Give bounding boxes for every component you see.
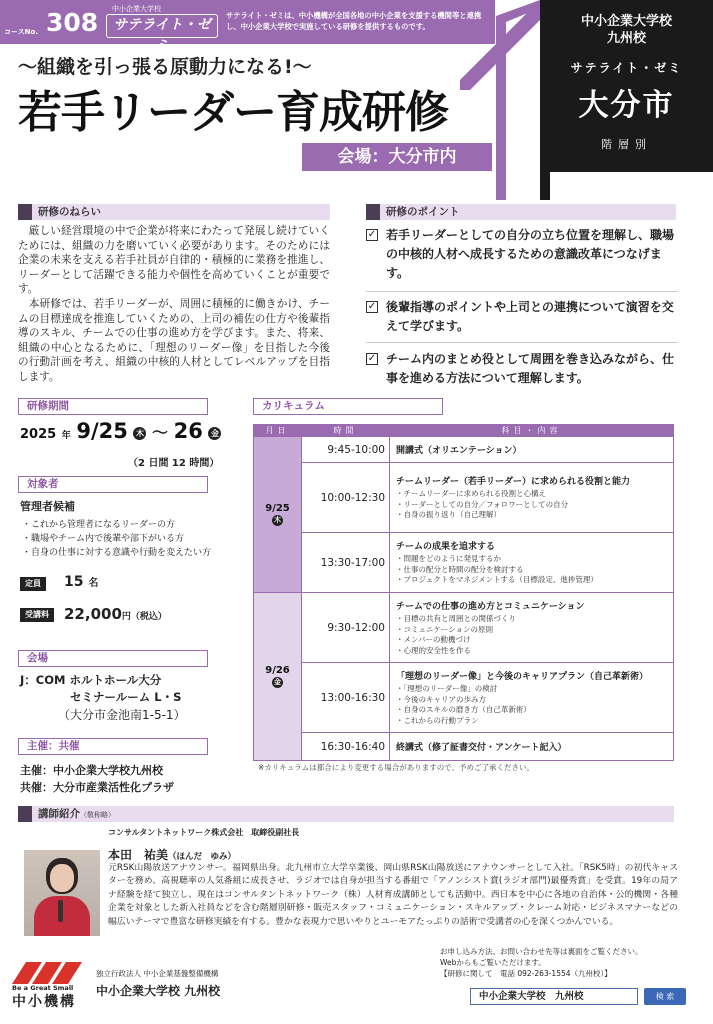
venue-name-line1: J：COM ホルトホール大分	[20, 673, 162, 687]
topic-item: ・ 目標の共有と周囲との関係づくり	[396, 614, 667, 625]
target-item	[22, 532, 184, 546]
target-heading: 対象者	[18, 476, 208, 493]
topic-title: チームリーダー（若手リーダー）に求められる役割と能力	[396, 477, 631, 488]
footer-logo-text: 中小機構	[12, 994, 76, 1010]
lecturer-bio: 元RSK山陽放送アナウンサー。福岡県出身。北九州市立大学卒業後、岡山県RSK山陽放送にアナウンサーとして入社。「RSK5時」の初代キャスターを務め、高視聴率の人気番組に成長させ、ラジオでは自身が担当する番組で「アノンシスト賞(ラジオ部門)最優秀賞」を受賞。19年の局アナ経験を経て独立し、現在はコンサルタントネットワーク（株）人材育成講師としても活動中。西日本を中心に各地の自治体・公的機関・各種企業を対象とした新入社員などを含む階層別研修・販売スタッフ・コミュニケーション・スキルアップ・クレーム対応・ビジネスマナーなどの幅広いテーマで豊富な研修実績を有する。豊かな表現力で思いやりとユーモアたっぷりの話術で受講者の心を深くつかんでいる。	[108, 863, 678, 927]
curriculum-table	[253, 424, 674, 761]
aim-paragraph: 厳しい経営環境の中で企業が将来にわたって発展し続けていくためには、組織の力を磨いていく必要があります。そのためには企業の未来を支える若手社員が自律的・積極的に業務を推進し、リーダーとして活躍できる能力や個性を高めていくことが重要です。 本研修では、若手リーダーが、周囲に積極的に働きかけ、チームの目標達成を推進していくための、上司の補佐の仕方や後輩指導のスキル、チームでの仕事の進め方を学びます。また、将来、組織の中心となるために、「理想のリーダー像」を目指した今後の行動計画を考え、組織の中核的人材としてレベルアップを目指します。	[18, 225, 330, 383]
search-button[interactable]: 検 索	[644, 988, 686, 1005]
topic-item: ・ 問題をどのように発見するか	[396, 554, 667, 565]
side-school-branch: 九州校	[606, 31, 646, 46]
topic-item: ・ メンバーの動機づけ	[396, 635, 667, 646]
fee-unit: 円（税込）	[121, 612, 167, 622]
period-heading: 研修期間	[18, 398, 208, 415]
topic-title: チームでの仕事の進め方とコミュニケーション	[396, 602, 585, 612]
fee-number: 22,000	[64, 605, 122, 623]
target-item	[22, 546, 211, 560]
venue-name-line2: セミナールーム L・S	[70, 690, 182, 704]
points-heading: 研修のポイント	[366, 204, 676, 220]
point-item	[366, 298, 678, 336]
day1-dow: 木	[274, 516, 281, 524]
period-end-dow: 金	[208, 427, 221, 440]
topic-title: チームの成果を追求する	[396, 542, 496, 553]
course-number: 308	[46, 8, 99, 37]
period-sep: 〜	[152, 423, 169, 442]
capacity-number: 15	[64, 574, 84, 590]
topic-item: ・ 仕事の配分と時間の配分を検討する	[396, 565, 667, 576]
time-cell: 16:30-16:40	[302, 733, 390, 761]
time-cell: 13:00-16:30	[302, 663, 390, 733]
topic-title: 「理想のリーダー像」と今後のキャリアプラン（自己革新術）	[396, 672, 649, 682]
check-icon: ✓	[367, 353, 377, 364]
topic-item: ・ これからの行動プラン	[396, 716, 667, 727]
aim-heading: 研修のねらい	[18, 204, 330, 220]
topic-item: ・ 「理想のリーダー像」の検討	[396, 684, 667, 695]
topic-cell	[390, 663, 674, 733]
day2-dow: 金	[274, 678, 281, 686]
topic-cell	[390, 437, 674, 463]
point-text: 後輩指導のポイントや上司との連携について演習を交えて学びます。	[386, 300, 674, 333]
topic-cell	[390, 533, 674, 593]
point-text: チーム内のまとめ役として周囲を巻き込みながら、仕事を進める方法について理解します。	[386, 352, 675, 385]
target-item	[22, 518, 175, 532]
topic-item: ・ 心理的安全性を作る	[396, 646, 667, 657]
check-icon: ✓	[367, 301, 377, 312]
topic-cell	[390, 463, 674, 533]
capacity-value	[64, 574, 98, 590]
period-start: 9/25	[76, 419, 128, 443]
topic-item: ・ 自身の振り返り（自己理解）	[396, 510, 667, 521]
footer-org-line2: 中小企業大学校 九州校	[96, 984, 221, 998]
point-item	[366, 226, 678, 283]
table-row	[254, 463, 674, 533]
footer-info-line3: 【研修に関して 電話 092-263-1554（九州校）】	[440, 969, 612, 978]
topic-title: 終講式（修了証書交付・アンケート記入）	[396, 743, 567, 753]
capacity-label: 定員	[20, 577, 46, 591]
footer-info-line2: Webからもご覧いただけます。	[440, 958, 546, 967]
topic-item: ・ 今後のキャリアの歩み方	[396, 695, 667, 706]
page-title: 若手リーダー育成研修	[18, 87, 448, 138]
lecturer-heading	[18, 806, 674, 822]
side-category: 階層別	[601, 138, 652, 151]
divider	[366, 291, 678, 292]
venue-badge: 会場：大分市内	[302, 143, 492, 171]
table-row	[254, 733, 674, 761]
lecturer-company: コンサルタントネットワーク株式会社 取締役副社長	[108, 828, 300, 837]
day1-date: 9/25	[265, 503, 290, 514]
aim-text	[18, 224, 330, 385]
col-date: 月日	[254, 425, 302, 437]
day2-cell	[254, 593, 302, 761]
host-main: 主催：中小企業大学校九州校	[20, 764, 163, 777]
target-item-text: ・ 職場やチーム内で後輩や部下がいる方	[22, 534, 184, 544]
side-panel	[540, 0, 713, 172]
period-dates	[20, 419, 221, 443]
side-satellite-label: サテライト・ゼミ	[570, 61, 683, 75]
point-text: 若手リーダーとしての自分の立ち位置を理解し、職場の中核的人材へ成長するための意識改革につなげます。	[386, 228, 675, 280]
time-cell: 13:30-17:00	[302, 533, 390, 593]
page-subtitle: 〜組織を引っ張る原動力になる!〜	[18, 56, 312, 78]
day1-cell	[254, 437, 302, 593]
topic-title: 開講式（オリエンテーション）	[396, 446, 522, 456]
target-item-text: ・ 自身の仕事に対する意識や行動を変えたい方	[22, 548, 211, 558]
course-label: コースNo.	[4, 28, 38, 36]
table-row	[254, 663, 674, 733]
target-main: 管理者候補	[20, 500, 75, 513]
topic-item: ・ チームリーダーに求められる役割と心構え	[396, 489, 667, 500]
venue-address: （大分市金池南1-5-1）	[58, 708, 186, 722]
period-start-dow: 木	[133, 427, 146, 440]
period-end: 26	[173, 419, 203, 443]
table-row	[254, 533, 674, 593]
fee-label: 受講料	[20, 608, 54, 622]
lecturer-name	[108, 846, 236, 863]
satellite-seminar-logo: サテライト・ゼミ	[106, 14, 218, 38]
venue-name	[20, 672, 181, 706]
footer-info	[440, 946, 643, 979]
time-cell: 9:30-12:00	[302, 593, 390, 663]
lecturer-heading-note: （敬称略）	[80, 811, 115, 819]
check-icon: ✓	[367, 229, 377, 240]
topic-item: ・ リーダーとしての自分／フォロワーとしての自分	[396, 500, 667, 511]
curriculum-heading: カリキュラム	[253, 398, 443, 415]
time-cell: 9:45-10:00	[302, 437, 390, 463]
target-item-text: ・ これから管理者になるリーダーの方	[22, 520, 175, 530]
footer-info-line1: お申し込み方法、お問い合わせ先等は裏面をご覧ください。	[440, 947, 643, 956]
col-topic: 科目・内容	[390, 425, 674, 437]
table-row	[254, 437, 674, 463]
side-school-name: 中小企業大学校	[580, 14, 672, 29]
smrj-logo-icon	[12, 962, 87, 984]
col-time: 時間	[302, 425, 390, 437]
table-header-row	[254, 425, 674, 437]
topic-cell	[390, 733, 674, 761]
lecturer-heading-text: 講師紹介	[38, 808, 80, 820]
lecturer-name-text: 本田 祐美	[108, 848, 169, 862]
footer-slogan: Be a Great Small	[12, 984, 74, 992]
period-year: 2025	[20, 427, 57, 442]
host-co: 共催：大分市産業活性化プラザ	[20, 781, 174, 794]
fee-value	[64, 605, 167, 623]
divider	[366, 342, 678, 343]
capacity-unit: 名	[88, 578, 99, 589]
period-year-unit: 年	[61, 431, 71, 441]
point-item	[366, 350, 678, 388]
venue-heading: 会場	[18, 650, 208, 667]
footer-org-line1: 独立行政法人 中小企業基盤整備機構	[96, 969, 219, 978]
header-description: サテライト・ゼミは、中小機構が全国各地の中小企業を支援する機関等と連携し、中小企業大学校で実施している研修を提供するものです。	[226, 11, 482, 31]
curriculum-note: ※カリキュラムは都合により変更する場合がありますので、予めご了承ください。	[258, 763, 535, 772]
period-duration: （2 日間 12 時間）	[128, 458, 220, 469]
lecturer-photo	[24, 850, 100, 936]
lecturer-reading: （ほんだ ゆみ）	[168, 852, 237, 862]
topic-cell	[390, 593, 674, 663]
topic-item: ・ 自身のスキルの磨き方（自己革新術）	[396, 705, 667, 716]
side-city: 大分市	[578, 88, 675, 123]
topic-item: ・ コミュニケーションの原則	[396, 625, 667, 636]
host-heading: 主催：共催	[18, 738, 208, 755]
day2-date: 9/26	[265, 665, 290, 676]
search-input[interactable]: 中小企業大学校 九州校	[470, 988, 638, 1005]
topic-item: ・ プロジェクトをマネジメントする（目標設定、進捗管理）	[396, 575, 667, 586]
table-row	[254, 593, 674, 663]
header-org-small: 中小企業大学校	[112, 5, 161, 13]
time-cell: 10:00-12:30	[302, 463, 390, 533]
